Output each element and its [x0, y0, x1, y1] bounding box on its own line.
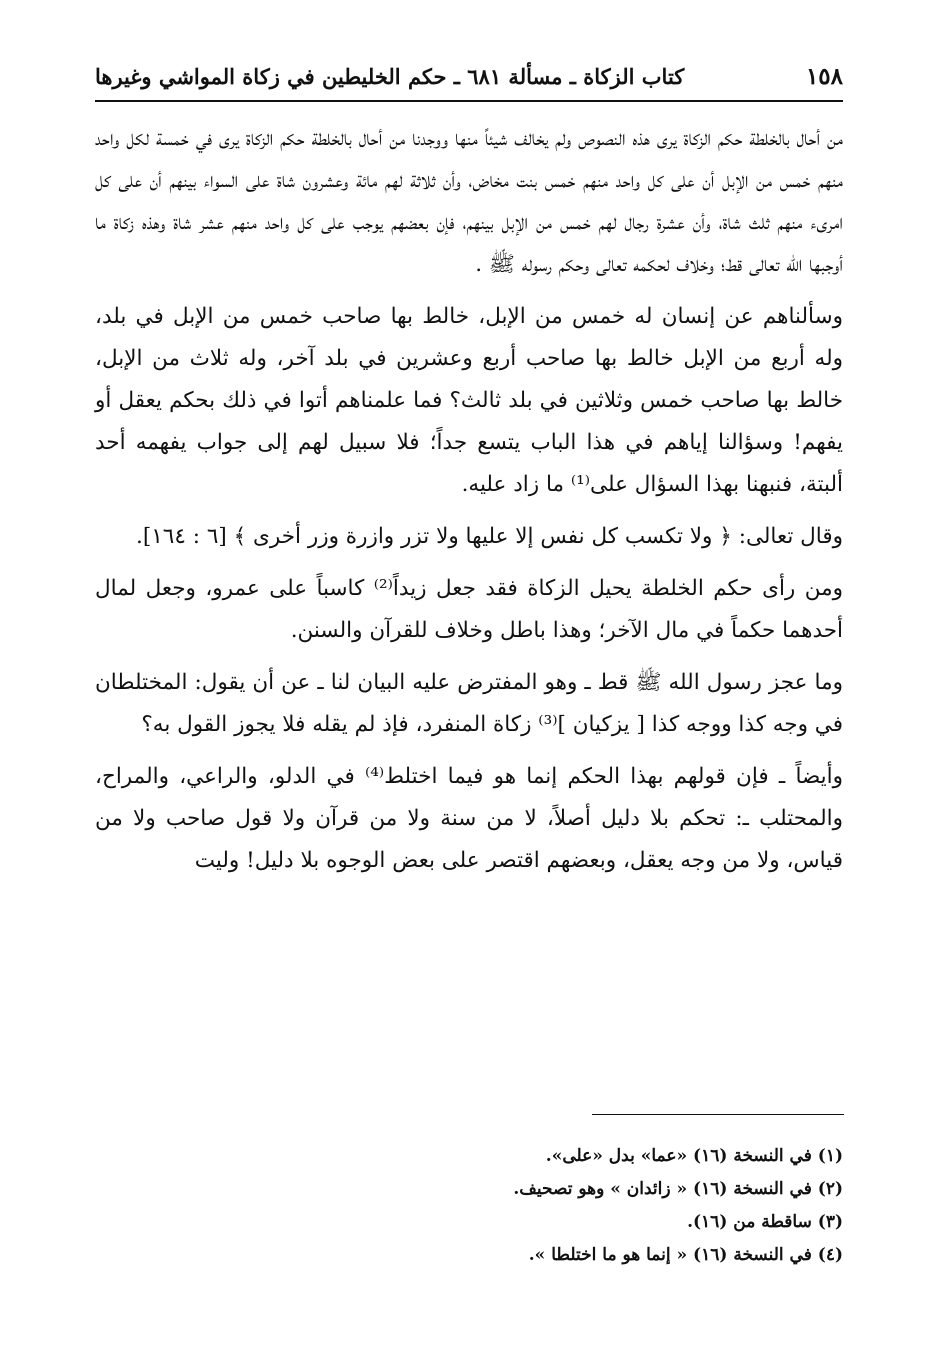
paragraph-2: وسألناهم عن إنسان له خمس من الإبل، خالط بها صاحب خمس من الإبل في بلد، وله أربع من الإبل خالط بها صاحب أربع وعشرين في بلد آخر، وله ثلاث من الإبل، خالط بها صاحب خمس وثلاثين في بلد ثالث؟ فما علمناهم أتوا في ذلك بحكم يعقل أو يفهم! وسؤالنا إياهم في هذا الباب يتسع جداً؛ فلا سبيل لهم إلى جواب يفهمه أحد ألبتة، فنبهنا بهذا السؤال على⁽¹⁾ ما زاد عليه.	[95, 304, 843, 497]
footnotes	[95, 1140, 843, 1272]
footnote-divider	[592, 1114, 844, 1115]
footnote-4: (٤) في النسخة (١٦) « إنما هو ما اختلطا ».	[528, 1245, 843, 1265]
paragraph-1: من أحال بالخلطة حكم الزكاة يرى هذه النصوص ولم يخالف شيئاً منها ووجدنا من أحال بالخلطة حكم الزكاة يرى في خمسة لكل واحد منهم خمس من الإبل أن على كل واحد منهم خمس بنت مخاض، وأن ثلاثة لهم مائة وعشرون شاة على السواء بينهم أن على كل امرىء منهم ثلث شاة، وأن عشرة رجال لهم خمس من الإبل بينهم، فإن بعضهم يوجب على كل واحد منهم عشر شاة وهذه زكاة ما أوجبها الله تعالى قط؛ وخلاف لحكمه تعالى وحكم رسوله ﷺ .	[95, 126, 843, 277]
paragraph-4: ومن رأى حكم الخلطة يحيل الزكاة فقد جعل زيداً⁽²⁾ كاسباً على عمرو، وجعل لمال أحدهما حكماً في مال الآخر؛ وهذا باطل وخلاف للقرآن والسنن.	[95, 576, 843, 643]
header-divider	[95, 100, 843, 102]
paragraph-5: وما عجز رسول الله ﷺ قط ـ وهو المفترض عليه البيان لنا ـ عن أن يقول: المختلطان في وجه كذا ووجه كذا [ يزكيان ]⁽³⁾ زكاة المنفرد، فإذ لم يقله فلا يجوز القول به؟	[95, 670, 843, 737]
running-header	[95, 56, 843, 96]
main-text	[95, 118, 843, 882]
footnote-3: (٣) ساقطة من (١٦).	[687, 1212, 843, 1232]
footnote-1: (١) في النسخة (١٦) «عما» بدل «على».	[545, 1146, 843, 1166]
header-title: كتاب الزكاة ـ مسألة ٦٨١ ـ حكم الخليطين في زكاة المواشي وغيرها	[95, 63, 685, 89]
paragraph-6: وأيضاً ـ فإن قولهم بهذا الحكم إنما هو فيما اختلط⁽⁴⁾ في الدلو، والراعي، والمراح، والمحتلب ـ: تحكم بلا دليل أصلاً، لا من سنة ولا من قرآن ولا قول صاحب ولا من قياس، ولا من وجه يعقل، وبعضهم اقتصر على بعض الوجوه بلا دليل! وليت	[95, 764, 843, 873]
paragraph-3: وقال تعالى: ﴿ ولا تكسب كل نفس إلا عليها ولا تزر وازرة وزر أخرى ﴾ [٦ : ١٦٤].	[136, 524, 843, 549]
footnote-2: (٢) في النسخة (١٦) « زائدان » وهو تصحيف.	[513, 1179, 843, 1199]
page-number: ١٥٨	[805, 62, 843, 90]
